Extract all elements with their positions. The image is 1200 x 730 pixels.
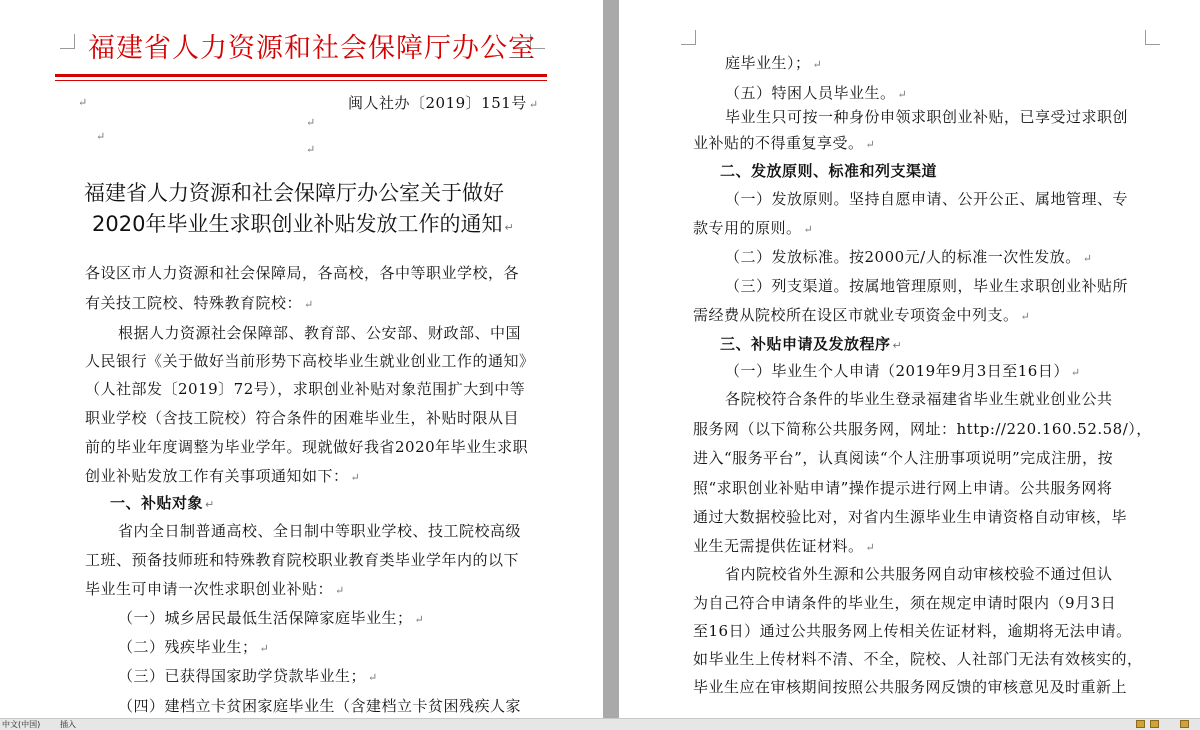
page-gap bbox=[603, 0, 619, 718]
document-title-line-1: 福建省人力资源和社会保障厅办公室关于做好 bbox=[84, 181, 504, 205]
right-body-line-8 bbox=[725, 246, 1092, 267]
paragraph-mark: ↵ bbox=[1020, 310, 1031, 323]
insert-mode-indicator[interactable]: 插入 bbox=[60, 720, 76, 729]
right-body-line-23 bbox=[693, 676, 1127, 697]
paragraph-mark: ↵ bbox=[414, 613, 425, 626]
view-layout-icon[interactable] bbox=[1136, 720, 1145, 728]
line-text: 三、补贴申请及发放程序 bbox=[720, 335, 891, 353]
margin-corner-mark bbox=[681, 30, 696, 45]
line-text: 毕业生应在审核期间按照公共服务网反馈的审核意见及时重新上 bbox=[693, 678, 1128, 696]
paragraph-mark: ↵ bbox=[892, 339, 903, 352]
line-text: 创业补贴发放工作有关事项通知如下： bbox=[85, 467, 349, 485]
right-body-line-9 bbox=[725, 275, 1128, 296]
line-text: 通过大数据校验比对，对省内生源毕业生申请资格自动审核，毕 bbox=[693, 508, 1128, 526]
left-body-line-11 bbox=[85, 549, 519, 570]
line-text: 需经费从院校所在设区市就业专项资金中列支。 bbox=[693, 306, 1019, 324]
paragraph-mark: ↵ bbox=[78, 96, 88, 109]
margin-corner-mark bbox=[60, 34, 75, 49]
right-body-line-1 bbox=[725, 52, 822, 73]
line-text: 毕业生只可按一种身份申领求职创业补贴，已享受过求职创 bbox=[725, 108, 1129, 126]
right-body-line-6 bbox=[725, 188, 1128, 209]
paragraph-mark: ↵ bbox=[865, 541, 876, 554]
line-text: 有关技工院校、特殊教育院校： bbox=[85, 294, 303, 312]
right-body-line-3 bbox=[725, 106, 1128, 127]
line-text: 照“求职创业补贴申请”操作提示进行网上申请。公共服务网将 bbox=[693, 479, 1113, 497]
left-body-line-9 bbox=[110, 492, 215, 513]
line-text: 各设区市人力资源和社会保障局，各高校，各中等职业学校，各 bbox=[85, 264, 520, 282]
paragraph-mark: ↵ bbox=[306, 143, 316, 156]
line-text: （二）发放标准。按2000元/人的标准一次性发放。 bbox=[725, 248, 1081, 266]
left-body-line-4 bbox=[85, 350, 535, 371]
paragraph-mark: ↵ bbox=[803, 223, 814, 236]
document-title-line-2: 2020年毕业生求职创业补贴发放工作的通知 ↵ bbox=[92, 212, 514, 236]
left-body-line-5 bbox=[85, 378, 525, 399]
line-text: 业补贴的不得重复享受。 bbox=[693, 134, 864, 152]
line-text: 庭毕业生）； bbox=[725, 54, 811, 72]
line-text: 业生无需提供佐证材料。 bbox=[693, 537, 864, 555]
right-body-line-7 bbox=[693, 217, 813, 238]
line-text: 一、补贴对象 bbox=[110, 494, 204, 512]
left-body-line-10 bbox=[118, 520, 521, 541]
zoom-icon[interactable] bbox=[1180, 720, 1189, 728]
paragraph-mark: ↵ bbox=[335, 584, 345, 597]
red-header-rule-thin bbox=[55, 80, 547, 81]
line-text: 进入“服务平台”，认真阅读“个人注册事项说明”完成注册，按 bbox=[693, 449, 1114, 467]
status-bar bbox=[0, 718, 1200, 730]
paragraph-mark: ↵ bbox=[812, 58, 823, 71]
red-header-rule bbox=[55, 74, 547, 77]
paragraph-mark: ↵ bbox=[350, 471, 361, 484]
paragraph-mark: ↵ bbox=[304, 298, 314, 311]
right-body-line-21 bbox=[693, 620, 1132, 641]
line-text: （三）已获得国家助学贷款毕业生； bbox=[118, 667, 367, 685]
right-body-line-18 bbox=[693, 535, 875, 556]
paragraph-mark: ↵ bbox=[259, 642, 270, 655]
line-text: 至16日）通过公共服务网上传相关佐证材料，逾期将无法申请。 bbox=[693, 622, 1132, 640]
language-indicator[interactable]: 中文(中国) bbox=[2, 720, 41, 729]
right-body-line-19 bbox=[725, 563, 1113, 584]
right-body-line-4 bbox=[693, 132, 875, 153]
document-page-left bbox=[0, 0, 603, 718]
paragraph-mark: ↵ bbox=[897, 88, 908, 101]
paragraph-mark: ↵ bbox=[306, 116, 316, 129]
line-text: 工班、预备技师班和特殊教育院校职业教育类毕业学年内的以下 bbox=[85, 551, 520, 569]
paragraph-mark: ↵ bbox=[1070, 366, 1081, 379]
line-text: 人民银行《关于做好当前形势下高校毕业生就业创业工作的通知》 bbox=[85, 352, 535, 370]
line-text: （一）城乡居民最低生活保障家庭毕业生； bbox=[118, 609, 413, 627]
left-body-line-16 bbox=[118, 695, 521, 716]
right-body-line-20 bbox=[693, 592, 1116, 613]
right-body-line-11 bbox=[720, 333, 902, 354]
left-body-line-1 bbox=[85, 262, 519, 283]
line-text: （四）建档立卡贫困家庭毕业生（含建档立卡贫困残疾人家 bbox=[118, 697, 522, 715]
right-body-line-5 bbox=[720, 160, 937, 181]
paragraph-mark: ↵ bbox=[1082, 252, 1093, 265]
paragraph-mark: ↵ bbox=[205, 498, 215, 511]
right-body-line-2 bbox=[725, 82, 907, 103]
left-body-line-8 bbox=[85, 465, 360, 486]
right-body-line-12 bbox=[725, 360, 1081, 381]
line-text: 省内院校省外生源和公共服务网自动审核校验不通过但认 bbox=[725, 565, 1113, 583]
left-body-line-13 bbox=[118, 607, 424, 628]
left-body-line-2 bbox=[85, 292, 314, 313]
line-text: 省内全日制普通高校、全日制中等职业学校、技工院校高级 bbox=[118, 522, 522, 540]
line-text: 为自己符合申请条件的毕业生，须在规定申请时限内（9月3日 bbox=[693, 594, 1117, 612]
line-text: （一）毕业生个人申请（2019年9月3日至16日） bbox=[725, 362, 1069, 380]
line-text: （二）残疾毕业生； bbox=[118, 638, 258, 656]
line-text: 各院校符合条件的毕业生登录福建省毕业生就业创业公共 bbox=[725, 390, 1113, 408]
left-body-line-3 bbox=[118, 322, 521, 343]
line-text: （一）发放原则。坚持自愿申请、公开公正、属地管理、专 bbox=[725, 190, 1129, 208]
left-body-line-14 bbox=[118, 636, 269, 657]
line-text: （五）特困人员毕业生。 bbox=[725, 84, 896, 102]
left-body-line-6 bbox=[85, 407, 519, 428]
line-text: 前的毕业年度调整为毕业学年。现就做好我省2020年毕业生求职 bbox=[85, 438, 529, 456]
paragraph-mark: ↵ bbox=[368, 671, 378, 684]
line-text: （三）列支渠道。按属地管理原则，毕业生求职创业补贴所 bbox=[725, 277, 1129, 295]
left-body-line-7 bbox=[85, 436, 528, 457]
line-text: 毕业生可申请一次性求职创业补贴： bbox=[85, 580, 334, 598]
right-body-line-13 bbox=[725, 388, 1113, 409]
view-layout-icon[interactable] bbox=[1150, 720, 1159, 728]
line-text: 职业学校（含技工院校）符合条件的困难毕业生，补贴时限从目 bbox=[85, 409, 520, 427]
left-body-line-15 bbox=[118, 665, 378, 686]
line-text: 款专用的原则。 bbox=[693, 219, 802, 237]
right-body-line-10 bbox=[693, 304, 1030, 325]
margin-corner-mark bbox=[1145, 30, 1160, 45]
paragraph-mark: ↵ bbox=[865, 138, 876, 151]
paragraph-mark: ↵ bbox=[96, 130, 106, 143]
document-page-right bbox=[619, 0, 1200, 718]
line-text: 根据人力资源社会保障部、教育部、公安部、财政部、中国 bbox=[118, 324, 522, 342]
right-body-line-15 bbox=[693, 447, 1113, 468]
line-text: （人社部发〔2019〕72号），求职创业补贴对象范围扩大到中等 bbox=[85, 380, 526, 398]
left-body-line-12 bbox=[85, 578, 345, 599]
document-number: 闽人社办〔2019〕151号 ↵ bbox=[348, 94, 539, 112]
right-body-line-16 bbox=[693, 477, 1112, 498]
header-organization: 福建省人力资源和社会保障厅办公室 bbox=[88, 33, 536, 64]
right-body-line-22 bbox=[693, 648, 1143, 669]
line-text: 二、发放原则、标准和列支渠道 bbox=[720, 162, 938, 180]
right-body-line-17 bbox=[693, 506, 1127, 527]
right-body-line-14 bbox=[693, 418, 1152, 439]
line-text: 如毕业生上传材料不清、不全，院校、人社部门无法有效核实的， bbox=[693, 650, 1143, 668]
line-text: 服务网（以下简称公共服务网，网址：http://220.160.52.58/）， bbox=[693, 420, 1152, 438]
